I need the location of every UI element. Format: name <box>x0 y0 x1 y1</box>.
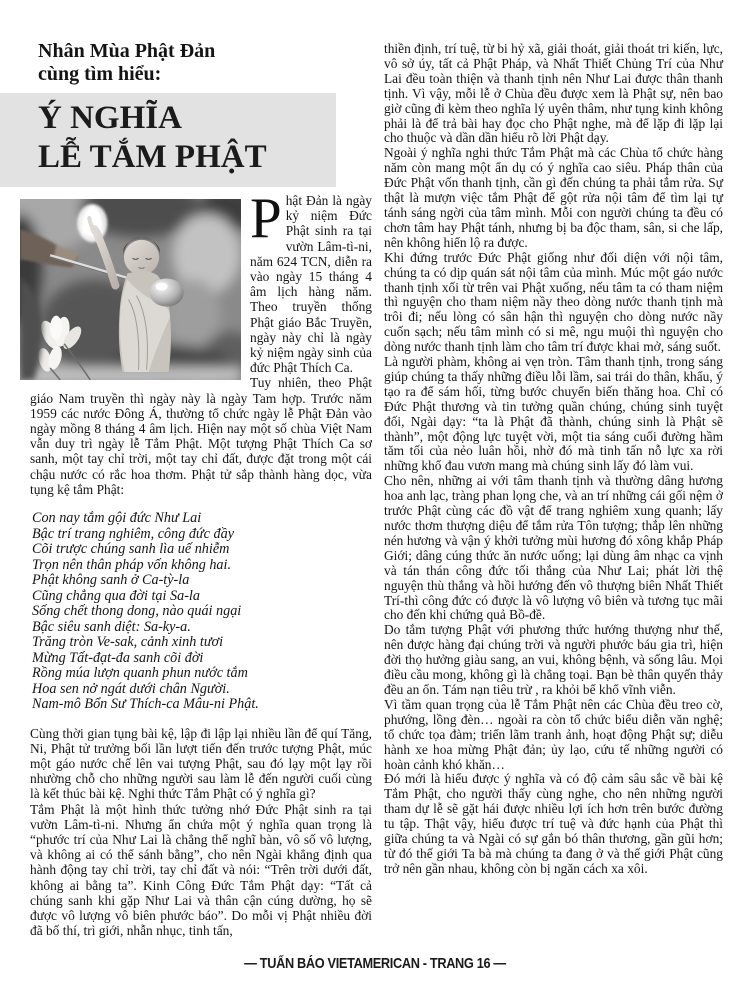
paragraph: thiền định, trí tuệ, từ bi hỷ xã, giải thoát, giải thoát tri kiến, lực, vô sở úy, tất cả Phật Pháp, và Nhất Thiết Chủng Trí của Như Lai đều toàn thiện và thanh tịnh nên Như Lai được thân thanh tịnh. Vì vậy, mỗi lễ ở Chùa đều được xem là Phật sự, nên bao giờ cũng đi kèm theo nghĩa lý uyên thâm, như tụng kinh không phải là để trả bài hay đọc cho Phật nghe, mà để lặp đi lặp lại cho thuộc và dần dần hiểu rõ lời Phật dạy. <box>384 41 723 146</box>
article-body-left <box>30 187 372 939</box>
kicker-line-1: Nhân Mùa Phật Đản <box>38 40 216 62</box>
paragraph: Tắm Phật là một hình thức tưởng nhớ Đức Phật sinh ra tại vườn Lâm-tì-ni. Nhưng ẩn chứa một ý nghĩa quan trọng là “phước trí của Như Lai là chẳng thể nghĩ bàn, vô số vô lượng, và không ai có thể sánh bằng”, cho nên Ngài khẳng định qua hành động tay chỉ trời, tay chỉ đất và nói: “Trên trời dưới đất, không ai bằng ta”. Kinh Công Đức Tắm Phật dạy: “Tất cả chúng sanh khi gặp Như Lai và thân cận cúng dường, họ sẽ được vô lượng vô biên phước báo”. Do mỗi vị Phật nhiều đời đã bố thí, trì giới, nhẫn nhục, tinh tấn, <box>30 801 372 939</box>
drop-cap: P <box>250 187 282 250</box>
paragraph: Vì tầm quan trọng của lễ Tắm Phật nên các Chùa đều treo cờ, phướng, lồng đèn… ngoài ra còn tổ chức biểu diễn văn nghệ; tổ chức tọa đàm; triển lãm tranh ảnh, hoạt động Phật sự; diễu hành xe hoa mừng Phật đản; ủy lạo, cứu tế những người có hoàn cảnh khó khăn… <box>384 696 723 772</box>
kicker-line-2: cùng tìm hiểu: <box>38 63 162 85</box>
verse-line: Trăng tròn Ve-sak, cảnh xinh tươi <box>32 634 224 651</box>
buddha-bathing-photo-illustration <box>20 199 241 380</box>
verse-line: Nam-mô Bổn Sư Thích-ca Mâu-ni Phật. <box>32 696 259 713</box>
article-kicker <box>30 40 372 86</box>
buddha-bathing-photo <box>20 199 241 380</box>
verse-line: Con nay tắm gội đức Như Lai <box>32 510 202 527</box>
paragraph-lead-text: hật Đản là ngày kỷ niệm Đức Phật sinh ra tại vườn Lâm-tì-ni, năm 624 TCN, diễn ra vào ngày 15 tháng 4 âm lịch hàng năm. Theo truyền thống Phật giáo Bắc Truyền, ngày này chỉ là ngày kỷ niệm ngày sinh của đức Phật Thích Ca. <box>250 193 372 376</box>
right-column <box>384 42 723 877</box>
verse-line: Phật không sanh ở Ca-tỳ-la <box>32 572 190 589</box>
bathing-verse <box>32 511 372 713</box>
verse-line: Cõi trược chúng sanh lìa uế nhiễm <box>32 541 230 558</box>
verse-line: Trọn nên thân pháp vốn không hai. <box>32 556 232 573</box>
verse-line: Mừng Tất-đạt-đa sanh cõi đời <box>32 649 204 666</box>
paragraph: Cho nên, những ai với tâm thanh tịnh và thường dâng hương hoa anh lạc, tràng phan lọng che, và an trí những cái gối nệm ở trước Phật cùng các đồ vật để trang nghiêm xung quanh; lấy nước thơm thượng diệu để tắm rửa Tôn tượng; thắp lên những nén hương và vận ý khởi tưởng mùi hương đó xông khắp Pháp Giới; dâng cúng thức ăn nước uống; lại dùng âm nhạc ca vịnh và tán thán công đức tối thắng của Như Lai; phát lời thệ nguyện thù thắng và hồi hướng đến vô thượng biên Nhất Thiết Trí-thì công đức có được là vô lượng vô biên và tương tục mãi cho đến khi chứng quả Bồ-đề. <box>384 473 723 623</box>
paragraph: Do tắm tượng Phật với phương thức hướng thượng như thế, nên được hàng đại chúng trời và người phước báu gia trì, hiện đời thọ hưởng giàu sang, an vui, không bệnh, và sống lâu. Mọi điều cầu mong, không gì là chẳng toại. Bạn bè thân quyến thảy đều an ổn. Tám nạn tiêu trừ , ra khỏi bể khổ vĩnh viễn. <box>384 622 723 697</box>
paragraph: Ngoài ý nghĩa nghi thức Tắm Phật mà các Chùa tổ chức hàng năm còn mang một ẩn dụ có ý nghĩa cao siêu. Pháp thân của Đức Phật vốn thanh tịnh, cần gì đến chúng ta phải tắm rửa. Sự thật là mượn việc tắm Phật để gột rửa nội tâm để tìm lại tự tánh sáng ngời của tâm mình. Mỗi con người chúng ta đều có chơn tâm hay Phật tánh, nhưng bị ba độc tham, sân, si che lấp, nên không hiển lộ ra được. <box>384 145 723 250</box>
verse-line: Sống chết thong dong, nào quái ngại <box>32 603 242 620</box>
verse-line: Rồng múa lượn quanh phun nước tắm <box>32 665 248 682</box>
paragraph: Cùng thời gian tụng bài kệ, lập đi lập lại nhiều lần để quí Tăng, Ni, Phật tử trưởng bối lần lượt tiến đến trước tượng Phật, múc một gáo nước chế lên vai tượng Phật, sau đó lạy một lạy rồi nhường chỗ cho những người sau làm lễ đến người cuối cùng là kết thúc bài kệ. Nghi thức Tắm Phật có ý nghĩa gì? <box>30 725 372 802</box>
title-line-1: Ý NGHĨA <box>38 100 182 136</box>
paragraph: Khi đứng trước Đức Phật giống như đối diện với nội tâm, chúng ta có dịp quán sát nội tâm của mình. Múc một gáo nước thanh tịnh xối từ trên vai Phật xuống, nếu tâm ta có tham niệm thì nguyện cho tham niệm nầy theo dòng nước thanh tịnh mà trôi đi; nếu lòng có sân hận thì nguyện cho dòng nước nầy cuốn sạch; nếu tâm mình có si mê, ngu muội thì nguyện cho dòng nước thanh tịnh làm cho tâm trí được khai mở, sáng suốt. <box>384 249 723 355</box>
paragraph: Tuy nhiên, theo Phật giáo Nam truyền thì ngày này là ngày Tam hợp. Trước năm 1959 các nước Đông Á, thường tổ chức ngày lễ Phật Đản vào ngày mồng 8 tháng 4 âm lịch. Hiện nay một số chùa Việt Nam vẫn duy trì ngày lễ Tắm Phật. Một tượng Phật Thích Ca sơ sanh, một tay chỉ trời, một tay chỉ đất, được đặt trong một cái chậu nước có rắc hoa thơm. Phật tử sắp thành hàng dọc, vừa tụng kệ tắm Phật: <box>30 375 372 497</box>
paragraph: Đó mới là hiểu được ý nghĩa và có độ cảm sâu sắc về bài kệ Tắm Phật, cho người thấy cùng nghe, cho nên những người tham dự lễ sẽ gặt hái được nhiều lợi ích hơn trên bước đường tu tập. Thật vậy, hiểu được trí tuệ và đức hạnh của Phật thì giữa chúng ta và Ngài có sự gắn bó thân thương, gần gũi hơn; từ đó thế giới Ta bà mà chúng ta đang ở và thế giới Phật cũng trở nên gần nhau, không còn bị ngăn cách xa xôi. <box>384 771 723 876</box>
verse-line: Hoa sen nở ngát dưới chân Người. <box>32 680 230 697</box>
left-column <box>30 40 372 938</box>
verse-line: Bậc trí trang nghiêm, công đức đầy <box>32 525 234 542</box>
footer-credit: — TUẤN BÁO VIETAMERICAN - TRANG 16 — <box>244 955 506 972</box>
paragraph: Là người phàm, không ai vẹn tròn. Tâm thanh tịnh, trong sáng giúp chúng ta thấy những điều lỗi lầm, sai trái do thân, khẩu, ý tạo ra để sám hối, từng bước chuyển biến thăng hoa. Chỉ có Đức Phật thương và tin tưởng quần chúng, chúng sinh tuyệt đối, Ngài dạy: “ta là Phật đã thành, chúng sinh là Phật sẽ thành”, một động lực tuyệt vời, một tia sáng cuối đường hầm tăm tối của nẻo luân hồi, nhờ đó mà tinh tấn nỗ lực xa rời những khổ đau vươn mang mà chúng sinh lấy đó làm vui. <box>384 354 723 474</box>
verse-line: Cũng chẳng qua đời tại Sa-la <box>32 587 200 604</box>
verse-line: Bậc siêu sanh diệt: Sa-ky-a. <box>32 618 191 635</box>
article-title <box>0 93 336 187</box>
title-line-2: LỄ TẮM PHẬT <box>38 139 267 175</box>
